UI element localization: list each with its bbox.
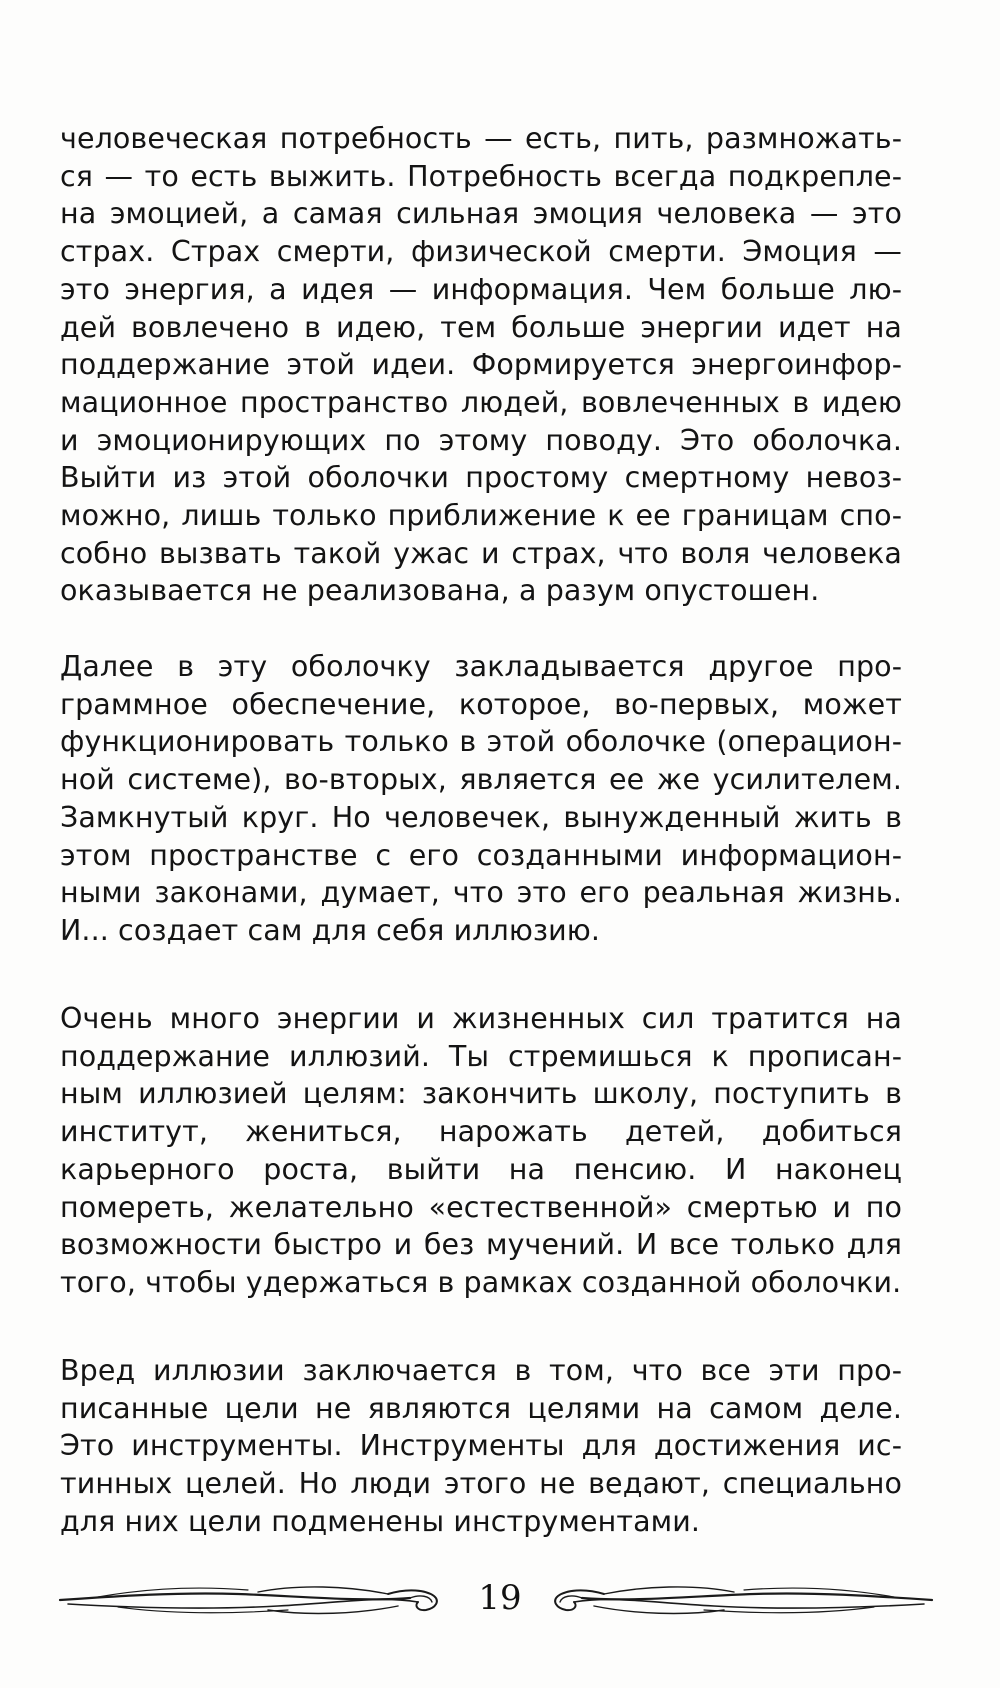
paragraph-1 xyxy=(60,120,902,610)
paragraph-2 xyxy=(60,648,902,950)
paragraph-4 xyxy=(60,1352,902,1541)
paragraph-3-text: Очень много энергии и жизненных сил тратится на поддержание иллюзий. Ты стремишься к прописанным иллюзией целям: закончить школу, поступить в институт, жениться, нарожать детей, добиться карьерного роста, выйти на пенсию. И наконец помереть, желательно «естественной» смертью и по возможности быстро и без мучений. И все только для того, чтобы удержаться в рамках созданной оболочки. xyxy=(60,1002,902,1299)
paragraph-3 xyxy=(60,1000,902,1302)
flourish-left-icon xyxy=(58,1582,448,1618)
flourish-right-icon xyxy=(544,1582,934,1618)
paragraph-1-text: человеческая потребность — есть, пить, размножаться — то есть выжить. Потребность всегда подкреплена эмоцией, а самая сильная эмоция человека — это страх. Страх смерти, физической смерти. Эмоция — это энергия, а идея — информация. Чем больше людей вовлечено в идею, тем больше энергии идет на поддержание этой идеи. Формируется энергоинформационное пространство людей, вовлеченных в идею и эмоционирующих по этому поводу. Это оболочка. Выйти из этой оболочки простому смертному невозможно, лишь только приближение к ее границам способно вызвать такой ужас и страх, что воля человека оказывается не реализована, а разум опустошен. xyxy=(60,122,902,608)
paragraph-2-text: Далее в эту оболочку закладывается другое программное обеспечение, которое, во-первых, может функционировать только в этой оболочке (операционной системе), во-вторых, является ее же усилителем. Замкнутый круг. Но человечек, вынужденный жить в этом пространстве с его созданными информационными законами, думает, что это его реальная жизнь. И... создает сам для себя иллюзию. xyxy=(60,650,902,947)
page-footer xyxy=(0,1570,1000,1630)
paragraph-4-text: Вред иллюзии заключается в том, что все эти прописанные цели не являются целями на самом деле. Это инструменты. Инструменты для достижения истинных целей. Но люди этого не ведают, специально для них цели подменены инструментами. xyxy=(60,1354,902,1538)
page-number: 19 xyxy=(478,1578,522,1618)
